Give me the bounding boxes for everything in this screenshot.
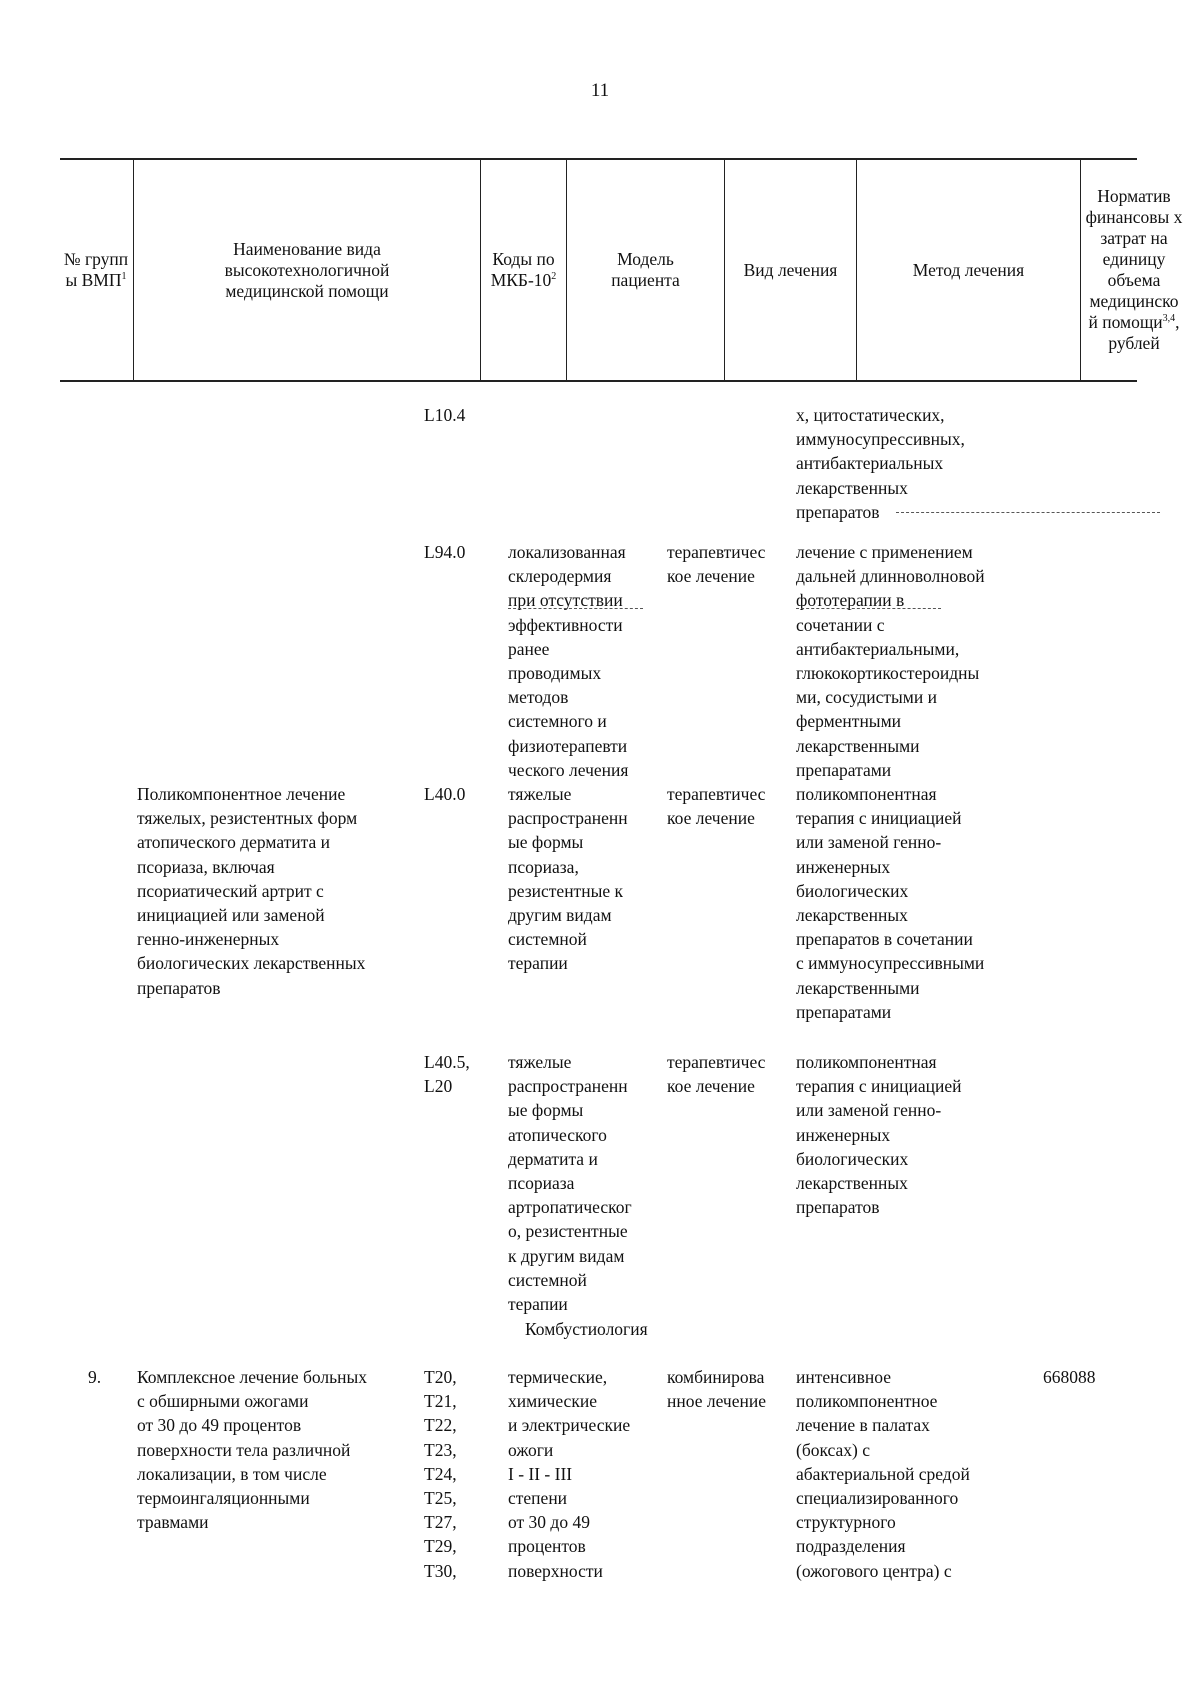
row9-care-type: Комплексное лечение больных с обширными ожогами от 30 до 49 процентов поверхности тела различной локализации, в том числе термоингаляционными травмами [137, 1367, 367, 1533]
row9-model: термические, химические и электрические ожоги I - II - III степени от 30 до 49 процентов поверхности [508, 1367, 631, 1581]
row-l405-model: тяжелые распространенн ые формы атопического дерматита и псориаза артропатическог о, резистентные к другим видам системной терапии [508, 1052, 632, 1315]
header-cost-norm-unit: , рублей [1108, 312, 1180, 353]
header-patient-model-text: Модель пациента [611, 249, 680, 290]
row-l405-treatment: терапевтичес кое лечение [667, 1052, 766, 1097]
header-cost-norm-footnote: 3,4 [1162, 313, 1176, 325]
row9-treatment: комбинирова нное лечение [667, 1367, 766, 1412]
dashed-separator [896, 512, 1160, 513]
header-care-type [134, 160, 480, 380]
dashed-separator [796, 608, 941, 609]
header-icd-codes [481, 160, 566, 380]
header-patient-model [567, 160, 724, 380]
row-l400-care-type: Поликомпонентное лечение тяжелых, резистентных форм атопического дерматита и псориаза, включая псориатический артрит с инициацией или заменой генно-инженерных биологических лекарственных препаратов [137, 784, 366, 998]
section-title: Комбустиология [525, 1319, 648, 1339]
row-l940-model: локализованная склеродермия при отсутствии эффективности ранее проводимых методов системного и физиотерапевти ческого лечения [508, 542, 629, 780]
row9-code: T20, T21, T22, T23, T24, T25, T27, T29, T30, [424, 1367, 457, 1581]
page-number: 11 [590, 80, 610, 101]
header-group-number-text: № групп ы ВМП [63, 249, 129, 290]
header-group-number-footnote: 1 [121, 271, 127, 283]
row-l400-code: L40.0 [424, 784, 466, 804]
header-treatment-method-text: Метод лечения [912, 259, 1025, 280]
row-l400-model: тяжелые распространенн ые формы псориаза, резистентные к другим видам системной терапии [508, 784, 628, 974]
row-l400-method: поликомпонентная терапия с инициацией или заменой генно- инженерных биологических лекарственных препаратов в сочетании с иммуносупрессивными лекарственными препаратами [796, 784, 985, 1022]
row9-method: интенсивное поликомпонентное лечение в палатах (боксах) с абактериальной средой специализированного структурного подразделения (ожогового центра) с [796, 1367, 970, 1581]
row-l400-treatment: терапевтичес кое лечение [667, 784, 766, 829]
row-l104-method: х, цитостатических, иммуносупрессивных, антибактериальных лекарственных препаратов [796, 405, 965, 522]
row-l940-treatment: терапевтичес кое лечение [667, 542, 766, 587]
header-icd-codes-text: Коды по МКБ-10 [490, 249, 555, 290]
row-l405-code: L40.5, L20 [424, 1052, 470, 1097]
row-l104-code: L10.4 [424, 405, 466, 425]
row-l940-method: лечение с применением дальней длинноволновой фототерапии в сочетании с антибактериальными, глюкокортикостероидны ми, сосудистыми и ферментными лекарственными препаратами [796, 542, 985, 780]
header-group-number [60, 160, 132, 380]
header-treatment-method [857, 160, 1080, 380]
row-l940-code: L94.0 [424, 542, 466, 562]
table-header [60, 158, 1183, 382]
dashed-separator [508, 608, 643, 609]
header-icd-codes-footnote: 2 [551, 271, 557, 283]
header-care-type-text: Наименование вида высокотехнологичной медицинской помощи [224, 238, 390, 301]
header-cost-norm-text: Норматив финансовы х затрат на единицу объема медицинско й помощи [1085, 186, 1183, 332]
row-l405-method: поликомпонентная терапия с инициацией или заменой генно- инженерных биологических лекарственных препаратов [796, 1052, 962, 1218]
row9-cost: 668088 [1043, 1367, 1096, 1387]
header-cost-norm [1081, 160, 1187, 380]
header-treatment-type [725, 160, 856, 380]
header-treatment-type-text: Вид лечения [743, 259, 838, 280]
row9-number: 9. [88, 1367, 102, 1387]
